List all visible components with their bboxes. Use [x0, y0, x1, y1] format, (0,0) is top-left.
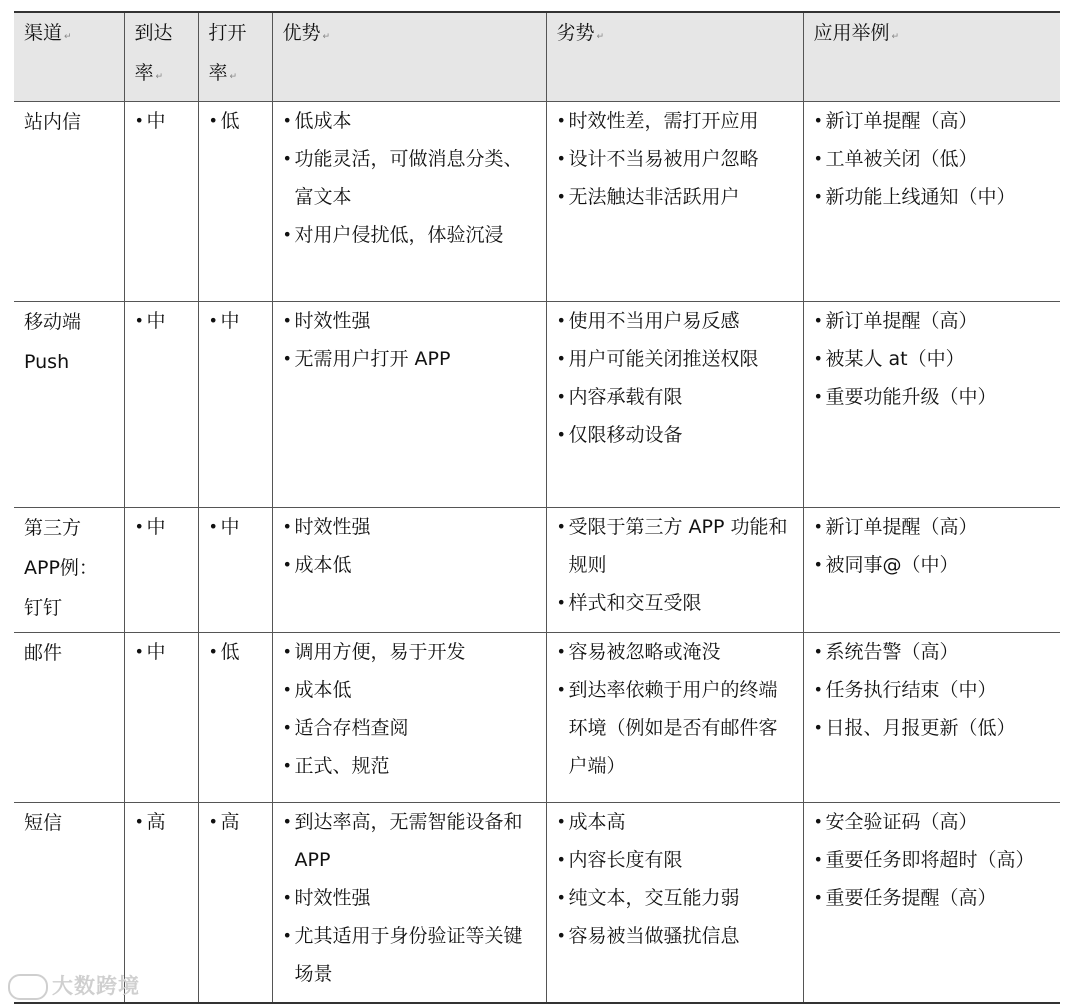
header-reach-rate: 到达率 ↵	[124, 12, 198, 102]
example-item: • 新订单提醒（高）	[814, 102, 1051, 140]
cell-pros	[272, 102, 546, 302]
channel-label: 邮件	[24, 642, 63, 664]
cell-pros	[272, 508, 546, 633]
pro-item: • 功能灵活，可做消息分类、富文本	[283, 140, 536, 216]
channel-label: 第三方APP例：钉钉	[24, 517, 98, 619]
open-rate-list	[209, 633, 262, 671]
cell-pros	[272, 633, 546, 803]
example-item: • 被某人 at（中）	[814, 340, 1051, 378]
example-item: • 系统告警（高）	[814, 633, 1051, 671]
channel-label: 站内信	[24, 111, 82, 133]
con-item: • 无法触达非活跃用户	[557, 178, 793, 216]
pro-item: • 成本低	[283, 671, 536, 709]
open-rate-list	[209, 803, 262, 841]
examples-list	[814, 508, 1051, 584]
example-item: • 重要任务提醒（高）	[814, 879, 1051, 917]
example-item: • 任务执行结束（中）	[814, 671, 1051, 709]
header-channel: 渠道 ↵	[14, 12, 124, 102]
con-item: • 内容长度有限	[557, 841, 793, 879]
examples-list	[814, 633, 1051, 747]
cell-channel	[14, 102, 124, 302]
table-row	[14, 508, 1060, 633]
watermark-logo-icon	[8, 974, 48, 1000]
cell-examples	[803, 508, 1060, 633]
reach-rate-list	[135, 302, 188, 340]
con-item: • 内容承载有限	[557, 378, 793, 416]
example-item: • 新订单提醒（高）	[814, 302, 1051, 340]
pro-item: • 成本低	[283, 546, 536, 584]
pros-list	[283, 102, 536, 254]
cell-open-rate	[198, 102, 272, 302]
cell-examples	[803, 633, 1060, 803]
table-row	[14, 302, 1060, 508]
cell-reach-rate	[124, 508, 198, 633]
channel-comparison-table	[14, 11, 1060, 1004]
pros-list	[283, 803, 536, 993]
channel-label: 移动端Push	[24, 311, 82, 373]
con-item: • 受限于第三方 APP 功能和规则	[557, 508, 793, 584]
reach-rate-list	[135, 102, 188, 140]
con-item: • 到达率依赖于用户的终端环境（例如是否有邮件客户端）	[557, 671, 793, 785]
example-item: • 重要任务即将超时（高）	[814, 841, 1051, 879]
pro-item: • 适合存档查阅	[283, 709, 536, 747]
table-row	[14, 102, 1060, 302]
cell-examples	[803, 302, 1060, 508]
reach-rate-value: • 中	[135, 633, 188, 671]
open-rate-list	[209, 508, 262, 546]
pro-item: • 到达率高，无需智能设备和 APP	[283, 803, 536, 879]
table-row	[14, 803, 1060, 1003]
reach-rate-value: • 高	[135, 803, 188, 841]
cell-cons	[546, 803, 803, 1003]
con-item: • 容易被忽略或淹没	[557, 633, 793, 671]
cell-channel	[14, 508, 124, 633]
cons-list	[557, 508, 793, 622]
open-rate-value: • 中	[209, 508, 262, 546]
con-item: • 容易被当做骚扰信息	[557, 917, 793, 955]
open-rate-value: • 高	[209, 803, 262, 841]
reach-rate-list	[135, 508, 188, 546]
cons-list	[557, 633, 793, 785]
open-rate-value: • 低	[209, 633, 262, 671]
examples-list	[814, 302, 1051, 416]
pro-item: • 尤其适用于身份验证等关键场景	[283, 917, 536, 993]
con-item: • 使用不当用户易反感	[557, 302, 793, 340]
pro-item: • 时效性强	[283, 508, 536, 546]
pro-item: • 时效性强	[283, 879, 536, 917]
cell-open-rate	[198, 302, 272, 508]
example-item: • 工单被关闭（低）	[814, 140, 1051, 178]
header-open-rate: 打开率 ↵	[198, 12, 272, 102]
cell-pros	[272, 803, 546, 1003]
cell-pros	[272, 302, 546, 508]
pro-item: • 正式、规范	[283, 747, 536, 785]
open-rate-list	[209, 302, 262, 340]
cell-open-rate	[198, 508, 272, 633]
con-item: • 样式和交互受限	[557, 584, 793, 622]
cell-examples	[803, 102, 1060, 302]
reach-rate-list	[135, 803, 188, 841]
examples-list	[814, 803, 1051, 917]
header-row	[14, 12, 1060, 102]
con-item: • 用户可能关闭推送权限	[557, 340, 793, 378]
open-rate-value: • 中	[209, 302, 262, 340]
header-cons: 劣势 ↵	[546, 12, 803, 102]
pro-item: • 低成本	[283, 102, 536, 140]
cell-channel	[14, 302, 124, 508]
reach-rate-list	[135, 633, 188, 671]
cell-cons	[546, 633, 803, 803]
pro-item: • 无需用户打开 APP	[283, 340, 536, 378]
example-item: • 新功能上线通知（中）	[814, 178, 1051, 216]
example-item: • 被同事@（中）	[814, 546, 1051, 584]
cell-cons	[546, 302, 803, 508]
header-examples: 应用举例 ↵	[803, 12, 1060, 102]
con-item: • 设计不当易被用户忽略	[557, 140, 793, 178]
pro-item: • 调用方便，易于开发	[283, 633, 536, 671]
pro-item: • 对用户侵扰低，体验沉浸	[283, 216, 536, 254]
channel-label: 短信	[24, 812, 63, 834]
cell-open-rate	[198, 803, 272, 1003]
pros-list	[283, 508, 536, 584]
reach-rate-value: • 中	[135, 302, 188, 340]
cell-reach-rate	[124, 102, 198, 302]
example-item: • 新订单提醒（高）	[814, 508, 1051, 546]
pro-item: • 时效性强	[283, 302, 536, 340]
con-item: • 纯文本，交互能力弱	[557, 879, 793, 917]
cons-list	[557, 102, 793, 216]
reach-rate-value: • 中	[135, 102, 188, 140]
cell-reach-rate	[124, 633, 198, 803]
cell-cons	[546, 508, 803, 633]
open-rate-value: • 低	[209, 102, 262, 140]
cell-reach-rate	[124, 302, 198, 508]
example-item: • 安全验证码（高）	[814, 803, 1051, 841]
cons-list	[557, 803, 793, 955]
con-item: • 成本高	[557, 803, 793, 841]
pros-list	[283, 633, 536, 785]
con-item: • 时效性差，需打开应用	[557, 102, 793, 140]
header-pros: 优势 ↵	[272, 12, 546, 102]
cell-channel	[14, 633, 124, 803]
cons-list	[557, 302, 793, 454]
example-item: • 日报、月报更新（低）	[814, 709, 1051, 747]
examples-list	[814, 102, 1051, 216]
pros-list	[283, 302, 536, 378]
watermark: 大数跨境	[8, 970, 140, 1000]
cell-cons	[546, 102, 803, 302]
open-rate-list	[209, 102, 262, 140]
example-item: • 重要功能升级（中）	[814, 378, 1051, 416]
cell-examples	[803, 803, 1060, 1003]
cell-open-rate	[198, 633, 272, 803]
reach-rate-value: • 中	[135, 508, 188, 546]
table-row	[14, 633, 1060, 803]
con-item: • 仅限移动设备	[557, 416, 793, 454]
